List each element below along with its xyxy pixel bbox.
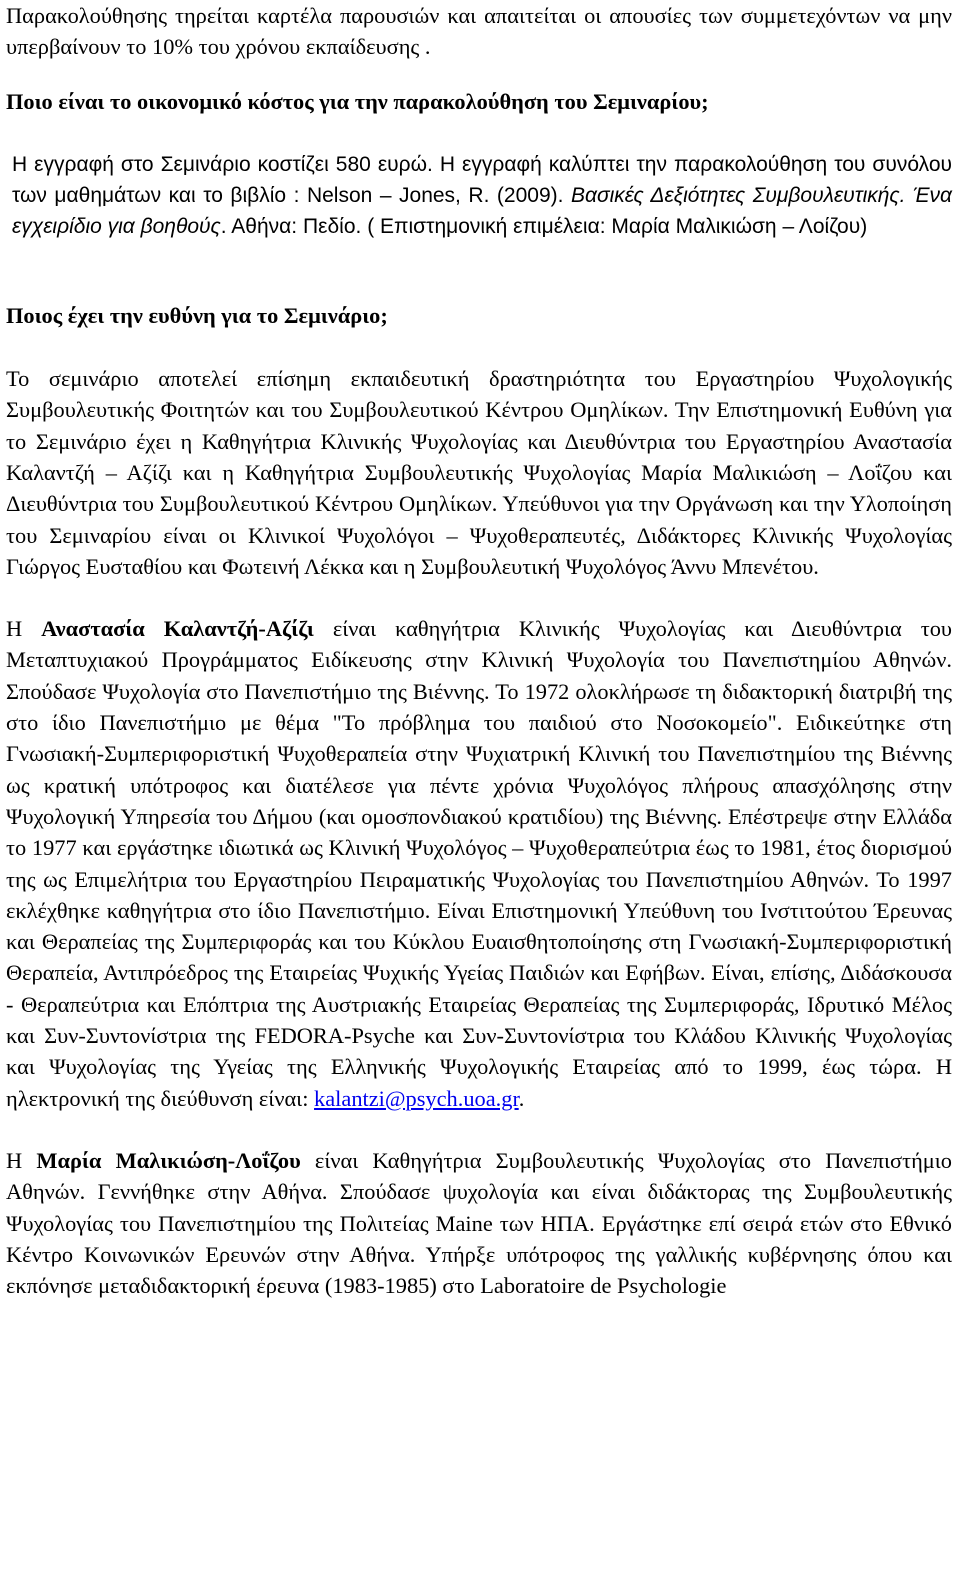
email-link[interactable]: kalantzi@psych.uoa.gr [314,1085,519,1111]
responsibility-paragraph: Το σεμινάριο αποτελεί επίσημη εκπαιδευτική δραστηριότητα του Εργαστηρίου Ψυχολογικής Συμβουλευτικής Φοιτητών και του Συμβουλευτικού Κέντρου Ομηλίκων. Την Επιστημονική Ευθύνη για το Σεμινάριο έχει η Καθηγήτρια Κλινικής Ψυχολογίας και Διευθύντρια του Εργαστηρίου Αναστασία Καλαντζή – Αζίζι και η Καθηγήτρια Συμβουλευτικής Ψυχολογίας Μαρία Μαλικιώση – Λοΐζου και Διευθύντρια του Συμβουλευτικού Κέντρου Ομηλίκων. Υπεύθυνοι για την Οργάνωση και την Υλοποίηση του Σεμιναρίου είναι οι Κλινικοί Ψυχολόγοι – Ψυχοθεραπευτές, Διδάκτορες Κλινικής Ψυχολογίας Γιώργος Ευσταθίου και Φωτεινή Λέκκα και η Συμβουλευτική Ψυχολόγος Άννυ Μπενέτου. [6,366,952,579]
cost-text-2: . Αθήνα: Πεδίο. ( Επιστημονική επιμέλεια: Μαρία Μαλικιώση – Λοίζου) [220,215,868,239]
book-title: Βασικές Δεξιότητες Συμβουλευτικής. Ένα εγχειρίδιο για βοηθούς [12,184,953,239]
bio-azizi-paragraph [6,613,952,1114]
responsibility-heading: Ποιος έχει την ευθύνη για το Σεμινάριο; [6,302,388,328]
bio-malikiosi-name: Μαρία Μαλικιώση-Λοΐζου [36,1147,301,1173]
cost-heading: Ποιο είναι το οικονομικό κόστος για την παρακολούθηση του Σεμιναρίου; [6,88,709,114]
bio-azizi-suffix: . [518,1085,525,1111]
bio-malikiosi-paragraph [6,1145,952,1301]
bio-malikiosi-prefix: Η [6,1147,37,1173]
bio-azizi-text: είναι καθηγήτρια Κλινικής Ψυχολογίας και Διευθύντρια του Μεταπτυχιακού Προγράμματος Ειδίκευσης στην Κλινική Ψυχολογία του Πανεπιστημίου Αθηνών. Σπούδασε Ψυχολογία στο Πανεπιστήμιο της Βιέννης. Το 1972 ολοκλήρωσε τη διδακτορική διατριβή της στο ίδιο Πανεπιστήμιο με θέμα "Το πρόβλημα του παιδιού στο Νοσοκομείο". Ειδικεύτηκε στη Γνωσιακή-Συμπεριφοριστική Ψυχοθεραπεία στην Ψυχιατρική Κλινική του Πανεπιστημίου της Βιέννης ως κρατική υπότροφος και διατέλεσε για πέντε χρόνια Ψυχολόγος πλήρους απασχόλησης στην Ψυχολογική Υπηρεσία του Δήμου (και ομοσπονδιακού κρατιδίου) της Βιέννης. Επέστρεψε στην Ελλάδα το 1977 και εργάστηκε ιδιωτικά ως Κλινική Ψυχολόγος – Ψυχοθεραπεύτρια έως το 1981, έτος διορισμού της ως Επιμελήτρια του Εργαστηρίου Πειραματικής Ψυχολογίας του Πανεπιστημίου Αθηνών. Το 1997 εκλέχθηκε καθηγήτρια στο ίδιο Πανεπιστήμιο. Είναι Επιστημονική Υπεύθυνη του Ινστιτούτου Έρευνας και Θεραπείας της Συμπεριφοράς και του Κύκλου Ευαισθητοποίησης στη Γνωσιακή-Συμπεριφοριστική Θεραπεία, Αντιπρόεδρος της Εταιρείας Ψυχικής Υγείας Παιδιών και Εφήβων. Είναι, επίσης, Διδάσκουσα - Θεραπεύτρια και Επόπτρια της Αυστριακής Εταιρείας Θεραπείας της Συμπεριφοράς, Ιδρυτικό Μέλος και Συν-Συντονίστρια της FEDORA-Psyche και Συν-Συντονίστρια του Κλάδου Κλινικής Ψυχολογίας και Ψυχολογίας της Υγείας της Ελληνικής Ψυχολογικής Εταιρείας από το 1999, έως τώρα. Η ηλεκτρονική της διεύθυνση είναι: [6,616,952,1111]
intro-paragraph: Παρακολούθησης τηρείται καρτέλα παρουσιών και απαιτείται οι απουσίες των συμμετεχόντων να μην υπερβαίνουν το 10% του χρόνου εκπαίδευσης . [6,3,952,60]
cost-paragraph [6,149,952,243]
bio-azizi-name: Αναστασία Καλαντζή-Αζίζι [41,616,314,642]
cost-text-1: Η εγγραφή στο Σεμινάριο κοστίζει 580 ευρώ. Η εγγραφή καλύπτει την παρακολούθηση του συνόλου των μαθημάτων και το βιβλίο : Nelson – Jones, R. (2009). [12,152,952,208]
bio-azizi-prefix: Η [6,616,42,642]
bio-malikiosi-text: είναι Καθηγήτρια Συμβουλευτικής Ψυχολογίας στο Πανεπιστήμιο Αθηνών. Γεννήθηκε στην Αθήνα. Σπούδασε ψυχολογία και είναι διδάκτορας της Συμβουλευτικής Ψυχολογίας του Πανεπιστημίου της Πολιτείας Maine των ΗΠΑ. Εργάστηκε επί σειρά ετών στο Εθνικό Κέντρο Κοινωνικών Ερευνών στην Αθήνα. Υπήρξε υπότροφος της γαλλικής κυβέρνησης όπου και εκπόνησε μεταδιδακτορική έρευνα (1983-1985) στο Laboratoire de Psychologie [6,1147,952,1299]
